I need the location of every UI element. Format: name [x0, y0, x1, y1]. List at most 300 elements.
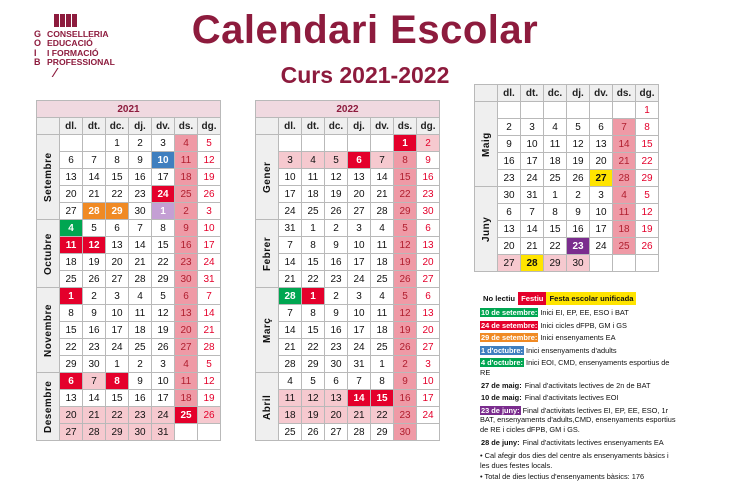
calendar-day-cell[interactable]: 14 — [348, 390, 371, 407]
calendar-day-cell[interactable]: 25 — [60, 271, 83, 288]
calendar-day-cell[interactable]: 29 — [394, 203, 417, 220]
calendar-day-cell[interactable]: 9 — [498, 136, 521, 153]
calendar-day-cell[interactable]: 23 — [498, 170, 521, 187]
calendar-day-cell[interactable]: 22 — [371, 407, 394, 424]
calendar-day-cell[interactable]: 16 — [325, 254, 348, 271]
calendar-day-cell[interactable]: 8 — [544, 204, 567, 221]
calendar-day-cell[interactable]: 13 — [60, 169, 83, 186]
calendar-day-cell[interactable]: 26 — [198, 186, 221, 203]
calendar-day-cell[interactable]: 6 — [60, 373, 83, 390]
calendar-day-cell[interactable]: 2 — [417, 135, 440, 152]
calendar-day-cell[interactable]: 26 — [394, 271, 417, 288]
calendar-day-cell[interactable]: 16 — [417, 169, 440, 186]
calendar-day-cell[interactable]: 16 — [498, 153, 521, 170]
calendar-day-cell[interactable]: 5 — [83, 220, 106, 237]
calendar-day-cell[interactable]: 29 — [636, 170, 659, 187]
calendar-day-cell[interactable]: 26 — [567, 170, 590, 187]
calendar-day-cell[interactable]: 26 — [83, 271, 106, 288]
calendar-day-cell[interactable]: 11 — [175, 373, 198, 390]
calendar-day-cell[interactable]: 2 — [325, 288, 348, 305]
calendar-day-cell[interactable]: 14 — [83, 169, 106, 186]
calendar-day-cell[interactable]: 3 — [152, 135, 175, 152]
calendar-day-cell[interactable]: 28 — [371, 203, 394, 220]
calendar-day-cell[interactable]: 10 — [348, 237, 371, 254]
calendar-day-cell[interactable]: 20 — [60, 186, 83, 203]
calendar-day-cell[interactable]: 27 — [590, 170, 613, 187]
calendar-day-cell[interactable]: 10 — [348, 305, 371, 322]
calendar-day-cell[interactable]: 7 — [83, 152, 106, 169]
calendar-day-cell[interactable]: 13 — [106, 237, 129, 254]
calendar-day-cell[interactable]: 15 — [394, 169, 417, 186]
calendar-day-cell[interactable]: 17 — [348, 254, 371, 271]
calendar-day-cell[interactable]: 1 — [302, 220, 325, 237]
calendar-day-cell[interactable]: 7 — [521, 204, 544, 221]
calendar-day-cell[interactable]: 20 — [590, 153, 613, 170]
calendar-day-cell[interactable]: 30 — [83, 356, 106, 373]
calendar-day-cell[interactable]: 6 — [348, 152, 371, 169]
calendar-day-cell[interactable]: 13 — [60, 390, 83, 407]
calendar-day-cell[interactable]: 21 — [83, 407, 106, 424]
calendar-day-cell[interactable]: 1 — [544, 187, 567, 204]
calendar-day-cell[interactable]: 23 — [417, 186, 440, 203]
calendar-day-cell[interactable]: 18 — [175, 390, 198, 407]
calendar-day-cell[interactable]: 22 — [636, 153, 659, 170]
calendar-day-cell[interactable]: 16 — [325, 322, 348, 339]
calendar-day-cell[interactable]: 22 — [152, 254, 175, 271]
calendar-day-cell[interactable]: 16 — [567, 221, 590, 238]
calendar-day-cell[interactable]: 4 — [175, 135, 198, 152]
calendar-day-cell[interactable]: 19 — [302, 407, 325, 424]
calendar-day-cell[interactable]: 4 — [613, 187, 636, 204]
calendar-day-cell[interactable]: 1 — [371, 356, 394, 373]
calendar-day-cell[interactable]: 18 — [175, 169, 198, 186]
calendar-day-cell[interactable]: 12 — [83, 237, 106, 254]
calendar-day-cell[interactable]: 26 — [325, 203, 348, 220]
calendar-day-cell[interactable]: 4 — [60, 220, 83, 237]
calendar-day-cell[interactable]: 8 — [394, 152, 417, 169]
calendar-day-cell[interactable]: 12 — [198, 152, 221, 169]
calendar-day-cell[interactable]: 17 — [152, 169, 175, 186]
calendar-day-cell[interactable]: 12 — [325, 169, 348, 186]
calendar-day-cell[interactable]: 21 — [348, 407, 371, 424]
calendar-day-cell[interactable]: 10 — [417, 373, 440, 390]
calendar-day-cell[interactable]: 10 — [521, 136, 544, 153]
calendar-day-cell[interactable]: 11 — [175, 152, 198, 169]
calendar-day-cell[interactable]: 3 — [106, 288, 129, 305]
calendar-day-cell[interactable]: 14 — [521, 221, 544, 238]
calendar-day-cell[interactable]: 13 — [590, 136, 613, 153]
calendar-day-cell[interactable]: 24 — [279, 203, 302, 220]
calendar-day-cell[interactable]: 22 — [106, 407, 129, 424]
calendar-day-cell[interactable]: 26 — [302, 424, 325, 441]
calendar-day-cell[interactable]: 20 — [417, 254, 440, 271]
calendar-day-cell[interactable]: 20 — [498, 238, 521, 255]
calendar-day-cell[interactable]: 22 — [302, 339, 325, 356]
calendar-day-cell[interactable]: 30 — [417, 203, 440, 220]
calendar-day-cell[interactable]: 19 — [394, 254, 417, 271]
calendar-day-cell[interactable]: 25 — [279, 424, 302, 441]
calendar-day-cell[interactable]: 3 — [198, 203, 221, 220]
calendar-day-cell[interactable]: 21 — [83, 186, 106, 203]
calendar-day-cell[interactable]: 11 — [279, 390, 302, 407]
calendar-day-cell[interactable]: 17 — [106, 322, 129, 339]
calendar-day-cell[interactable]: 19 — [394, 322, 417, 339]
calendar-day-cell[interactable]: 3 — [348, 220, 371, 237]
calendar-day-cell[interactable]: 21 — [613, 153, 636, 170]
calendar-day-cell[interactable]: 5 — [198, 135, 221, 152]
calendar-day-cell[interactable]: 5 — [198, 356, 221, 373]
calendar-day-cell[interactable]: 29 — [152, 271, 175, 288]
calendar-day-cell[interactable]: 12 — [198, 373, 221, 390]
calendar-day-cell[interactable]: 24 — [348, 339, 371, 356]
calendar-day-cell[interactable]: 17 — [198, 237, 221, 254]
calendar-day-cell[interactable]: 14 — [83, 390, 106, 407]
calendar-day-cell[interactable]: 22 — [60, 339, 83, 356]
calendar-day-cell[interactable]: 27 — [106, 271, 129, 288]
calendar-day-cell[interactable]: 28 — [348, 424, 371, 441]
calendar-day-cell[interactable]: 25 — [175, 186, 198, 203]
calendar-day-cell[interactable]: 3 — [417, 356, 440, 373]
calendar-day-cell[interactable]: 9 — [567, 204, 590, 221]
calendar-day-cell[interactable]: 27 — [60, 424, 83, 441]
calendar-day-cell[interactable]: 28 — [83, 424, 106, 441]
calendar-day-cell[interactable]: 16 — [175, 237, 198, 254]
calendar-day-cell[interactable]: 13 — [348, 169, 371, 186]
calendar-day-cell[interactable]: 28 — [279, 288, 302, 305]
calendar-day-cell[interactable]: 28 — [279, 356, 302, 373]
calendar-day-cell[interactable]: 23 — [567, 238, 590, 255]
calendar-day-cell[interactable]: 25 — [371, 271, 394, 288]
calendar-day-cell[interactable]: 28 — [521, 255, 544, 272]
calendar-day-cell[interactable]: 23 — [129, 407, 152, 424]
calendar-day-cell[interactable]: 6 — [106, 220, 129, 237]
calendar-day-cell[interactable]: 20 — [60, 407, 83, 424]
calendar-day-cell[interactable]: 13 — [325, 390, 348, 407]
calendar-day-cell[interactable]: 17 — [417, 390, 440, 407]
calendar-day-cell[interactable]: 14 — [279, 254, 302, 271]
calendar-day-cell[interactable]: 20 — [348, 186, 371, 203]
calendar-day-cell[interactable]: 8 — [302, 237, 325, 254]
calendar-day-cell[interactable]: 4 — [544, 119, 567, 136]
calendar-day-cell[interactable]: 10 — [152, 152, 175, 169]
calendar-day-cell[interactable]: 26 — [636, 238, 659, 255]
calendar-day-cell[interactable]: 4 — [279, 373, 302, 390]
calendar-day-cell[interactable]: 25 — [175, 407, 198, 424]
calendar-day-cell[interactable]: 10 — [279, 169, 302, 186]
calendar-day-cell[interactable]: 10 — [198, 220, 221, 237]
calendar-day-cell[interactable]: 25 — [129, 339, 152, 356]
calendar-day-cell[interactable]: 19 — [198, 390, 221, 407]
calendar-day-cell[interactable]: 6 — [498, 204, 521, 221]
calendar-day-cell[interactable]: 11 — [371, 305, 394, 322]
calendar-day-cell[interactable]: 18 — [371, 254, 394, 271]
calendar-day-cell[interactable]: 28 — [129, 271, 152, 288]
calendar-day-cell[interactable]: 11 — [129, 305, 152, 322]
calendar-day-cell[interactable]: 25 — [371, 339, 394, 356]
calendar-day-cell[interactable]: 19 — [567, 153, 590, 170]
calendar-day-cell[interactable]: 19 — [636, 221, 659, 238]
calendar-day-cell[interactable]: 1 — [106, 135, 129, 152]
calendar-day-cell[interactable]: 15 — [106, 169, 129, 186]
calendar-day-cell[interactable]: 8 — [60, 305, 83, 322]
calendar-day-cell[interactable]: 10 — [590, 204, 613, 221]
calendar-day-cell[interactable]: 23 — [83, 339, 106, 356]
calendar-day-cell[interactable]: 31 — [279, 220, 302, 237]
calendar-day-cell[interactable]: 24 — [106, 339, 129, 356]
calendar-day-cell[interactable]: 7 — [198, 288, 221, 305]
calendar-day-cell[interactable]: 5 — [302, 373, 325, 390]
calendar-day-cell[interactable]: 2 — [129, 135, 152, 152]
calendar-day-cell[interactable]: 9 — [417, 152, 440, 169]
calendar-day-cell[interactable]: 26 — [394, 339, 417, 356]
calendar-day-cell[interactable]: 11 — [371, 237, 394, 254]
calendar-day-cell[interactable]: 13 — [417, 237, 440, 254]
calendar-day-cell[interactable]: 4 — [371, 288, 394, 305]
calendar-day-cell[interactable]: 2 — [394, 356, 417, 373]
calendar-day-cell[interactable]: 9 — [394, 373, 417, 390]
calendar-day-cell[interactable]: 21 — [129, 254, 152, 271]
calendar-day-cell[interactable]: 1 — [636, 102, 659, 119]
calendar-day-cell[interactable]: 16 — [129, 169, 152, 186]
calendar-day-cell[interactable]: 3 — [279, 152, 302, 169]
calendar-day-cell[interactable]: 30 — [175, 271, 198, 288]
calendar-day-cell[interactable]: 30 — [498, 187, 521, 204]
calendar-day-cell[interactable]: 22 — [302, 271, 325, 288]
calendar-day-cell[interactable]: 26 — [198, 407, 221, 424]
calendar-day-cell[interactable]: 9 — [325, 305, 348, 322]
calendar-day-cell[interactable]: 27 — [498, 255, 521, 272]
calendar-day-cell[interactable]: 27 — [348, 203, 371, 220]
calendar-day-cell[interactable]: 19 — [198, 169, 221, 186]
calendar-day-cell[interactable]: 5 — [152, 288, 175, 305]
calendar-day-cell[interactable]: 5 — [567, 119, 590, 136]
calendar-day-cell[interactable]: 24 — [198, 254, 221, 271]
calendar-day-cell[interactable]: 18 — [60, 254, 83, 271]
calendar-day-cell[interactable]: 11 — [60, 237, 83, 254]
calendar-day-cell[interactable]: 4 — [371, 220, 394, 237]
calendar-day-cell[interactable]: 18 — [279, 407, 302, 424]
calendar-day-cell[interactable]: 2 — [498, 119, 521, 136]
calendar-day-cell[interactable]: 7 — [371, 152, 394, 169]
calendar-day-cell[interactable]: 27 — [60, 203, 83, 220]
calendar-day-cell[interactable]: 28 — [83, 203, 106, 220]
calendar-day-cell[interactable]: 11 — [544, 136, 567, 153]
calendar-day-cell[interactable]: 11 — [613, 204, 636, 221]
calendar-day-cell[interactable]: 13 — [417, 305, 440, 322]
calendar-day-cell[interactable]: 15 — [106, 390, 129, 407]
calendar-day-cell[interactable]: 27 — [325, 424, 348, 441]
calendar-day-cell[interactable]: 17 — [152, 390, 175, 407]
calendar-day-cell[interactable]: 8 — [106, 152, 129, 169]
calendar-day-cell[interactable]: 12 — [302, 390, 325, 407]
calendar-day-cell[interactable]: 6 — [417, 220, 440, 237]
calendar-day-cell[interactable]: 21 — [279, 339, 302, 356]
calendar-day-cell[interactable]: 5 — [636, 187, 659, 204]
calendar-day-cell[interactable]: 15 — [544, 221, 567, 238]
calendar-day-cell[interactable]: 4 — [129, 288, 152, 305]
calendar-day-cell[interactable]: 15 — [60, 322, 83, 339]
calendar-day-cell[interactable]: 31 — [198, 271, 221, 288]
calendar-day-cell[interactable]: 21 — [521, 238, 544, 255]
calendar-day-cell[interactable]: 24 — [152, 407, 175, 424]
calendar-day-cell[interactable]: 29 — [544, 255, 567, 272]
calendar-day-cell[interactable]: 25 — [544, 170, 567, 187]
calendar-day-cell[interactable]: 19 — [152, 322, 175, 339]
calendar-day-cell[interactable]: 5 — [325, 152, 348, 169]
calendar-day-cell[interactable]: 7 — [279, 237, 302, 254]
calendar-day-cell[interactable]: 24 — [417, 407, 440, 424]
calendar-day-cell[interactable]: 20 — [106, 254, 129, 271]
calendar-day-cell[interactable]: 14 — [613, 136, 636, 153]
calendar-day-cell[interactable]: 3 — [152, 356, 175, 373]
calendar-day-cell[interactable]: 8 — [636, 119, 659, 136]
calendar-day-cell[interactable]: 7 — [613, 119, 636, 136]
calendar-day-cell[interactable]: 14 — [198, 305, 221, 322]
calendar-day-cell[interactable]: 23 — [325, 339, 348, 356]
calendar-day-cell[interactable]: 12 — [152, 305, 175, 322]
calendar-day-cell[interactable]: 11 — [302, 169, 325, 186]
calendar-day-cell[interactable]: 6 — [590, 119, 613, 136]
calendar-day-cell[interactable]: 15 — [152, 237, 175, 254]
calendar-day-cell[interactable]: 18 — [302, 186, 325, 203]
calendar-day-cell[interactable]: 2 — [83, 288, 106, 305]
calendar-day-cell[interactable]: 2 — [567, 187, 590, 204]
calendar-day-cell[interactable]: 2 — [325, 220, 348, 237]
calendar-day-cell[interactable]: 14 — [279, 322, 302, 339]
calendar-day-cell[interactable]: 13 — [175, 305, 198, 322]
calendar-day-cell[interactable]: 6 — [325, 373, 348, 390]
calendar-day-cell[interactable]: 29 — [60, 356, 83, 373]
calendar-day-cell[interactable]: 24 — [348, 271, 371, 288]
calendar-day-cell[interactable]: 30 — [567, 255, 590, 272]
calendar-day-cell[interactable]: 16 — [394, 390, 417, 407]
calendar-day-cell[interactable]: 12 — [394, 305, 417, 322]
calendar-day-cell[interactable]: 23 — [129, 186, 152, 203]
calendar-day-cell[interactable]: 2 — [129, 356, 152, 373]
calendar-day-cell[interactable]: 8 — [106, 373, 129, 390]
calendar-day-cell[interactable]: 15 — [302, 322, 325, 339]
calendar-day-cell[interactable]: 16 — [83, 322, 106, 339]
calendar-day-cell[interactable]: 18 — [613, 221, 636, 238]
calendar-day-cell[interactable]: 29 — [371, 424, 394, 441]
calendar-day-cell[interactable]: 31 — [152, 424, 175, 441]
calendar-day-cell[interactable]: 24 — [521, 170, 544, 187]
calendar-day-cell[interactable]: 23 — [325, 271, 348, 288]
calendar-day-cell[interactable]: 3 — [348, 288, 371, 305]
calendar-day-cell[interactable]: 31 — [348, 356, 371, 373]
calendar-day-cell[interactable]: 18 — [129, 322, 152, 339]
calendar-day-cell[interactable]: 15 — [636, 136, 659, 153]
calendar-day-cell[interactable]: 30 — [129, 203, 152, 220]
calendar-day-cell[interactable]: 1 — [302, 288, 325, 305]
calendar-day-cell[interactable]: 20 — [325, 407, 348, 424]
calendar-day-cell[interactable]: 14 — [129, 237, 152, 254]
calendar-day-cell[interactable]: 6 — [417, 288, 440, 305]
calendar-day-cell[interactable]: 9 — [129, 152, 152, 169]
calendar-day-cell[interactable]: 8 — [371, 373, 394, 390]
calendar-day-cell[interactable]: 1 — [106, 356, 129, 373]
calendar-day-cell[interactable]: 7 — [129, 220, 152, 237]
calendar-day-cell[interactable]: 6 — [175, 288, 198, 305]
calendar-day-cell[interactable]: 15 — [302, 254, 325, 271]
calendar-day-cell[interactable]: 19 — [325, 186, 348, 203]
calendar-day-cell[interactable]: 2 — [175, 203, 198, 220]
calendar-day-cell[interactable]: 29 — [106, 203, 129, 220]
calendar-day-cell[interactable]: 23 — [175, 254, 198, 271]
calendar-day-cell[interactable]: 27 — [417, 339, 440, 356]
calendar-day-cell[interactable]: 14 — [371, 169, 394, 186]
calendar-day-cell[interactable]: 27 — [175, 339, 198, 356]
calendar-day-cell[interactable]: 9 — [175, 220, 198, 237]
calendar-day-cell[interactable]: 15 — [371, 390, 394, 407]
calendar-day-cell[interactable]: 28 — [613, 170, 636, 187]
calendar-day-cell[interactable]: 18 — [371, 322, 394, 339]
calendar-day-cell[interactable]: 17 — [279, 186, 302, 203]
calendar-day-cell[interactable]: 27 — [417, 271, 440, 288]
calendar-day-cell[interactable]: 24 — [590, 238, 613, 255]
calendar-day-cell[interactable]: 3 — [521, 119, 544, 136]
calendar-day-cell[interactable]: 22 — [394, 186, 417, 203]
calendar-day-cell[interactable]: 24 — [152, 186, 175, 203]
calendar-day-cell[interactable]: 17 — [590, 221, 613, 238]
calendar-day-cell[interactable]: 28 — [198, 339, 221, 356]
calendar-day-cell[interactable]: 21 — [279, 271, 302, 288]
calendar-day-cell[interactable]: 21 — [198, 322, 221, 339]
calendar-day-cell[interactable]: 3 — [590, 187, 613, 204]
calendar-day-cell[interactable]: 8 — [302, 305, 325, 322]
calendar-day-cell[interactable]: 7 — [279, 305, 302, 322]
calendar-day-cell[interactable]: 16 — [129, 390, 152, 407]
calendar-day-cell[interactable]: 18 — [544, 153, 567, 170]
calendar-day-cell[interactable]: 22 — [106, 186, 129, 203]
calendar-day-cell[interactable]: 23 — [394, 407, 417, 424]
calendar-day-cell[interactable]: 5 — [394, 288, 417, 305]
calendar-day-cell[interactable]: 1 — [60, 288, 83, 305]
calendar-day-cell[interactable]: 5 — [394, 220, 417, 237]
calendar-day-cell[interactable]: 9 — [325, 237, 348, 254]
calendar-day-cell[interactable]: 30 — [394, 424, 417, 441]
calendar-day-cell[interactable]: 7 — [83, 373, 106, 390]
calendar-day-cell[interactable]: 12 — [394, 237, 417, 254]
calendar-day-cell[interactable]: 17 — [348, 322, 371, 339]
calendar-day-cell[interactable]: 20 — [175, 322, 198, 339]
calendar-day-cell[interactable]: 19 — [83, 254, 106, 271]
calendar-day-cell[interactable]: 12 — [636, 204, 659, 221]
calendar-day-cell[interactable]: 8 — [152, 220, 175, 237]
calendar-day-cell[interactable]: 10 — [106, 305, 129, 322]
calendar-day-cell[interactable]: 30 — [325, 356, 348, 373]
calendar-day-cell[interactable]: 31 — [521, 187, 544, 204]
calendar-day-cell[interactable]: 12 — [567, 136, 590, 153]
calendar-day-cell[interactable]: 13 — [498, 221, 521, 238]
calendar-day-cell[interactable]: 17 — [521, 153, 544, 170]
calendar-day-cell[interactable]: 26 — [152, 339, 175, 356]
calendar-day-cell[interactable]: 30 — [129, 424, 152, 441]
calendar-day-cell[interactable]: 4 — [302, 152, 325, 169]
calendar-day-cell[interactable]: 10 — [152, 373, 175, 390]
calendar-day-cell[interactable]: 20 — [417, 322, 440, 339]
calendar-day-cell[interactable]: 21 — [371, 186, 394, 203]
calendar-day-cell[interactable]: 25 — [302, 203, 325, 220]
calendar-day-cell[interactable]: 9 — [129, 373, 152, 390]
calendar-day-cell[interactable]: 7 — [348, 373, 371, 390]
calendar-day-cell[interactable]: 29 — [106, 424, 129, 441]
calendar-day-cell[interactable]: 4 — [175, 356, 198, 373]
calendar-day-cell[interactable]: 25 — [613, 238, 636, 255]
calendar-day-cell[interactable]: 1 — [394, 135, 417, 152]
calendar-day-cell[interactable]: 6 — [60, 152, 83, 169]
calendar-day-cell[interactable]: 9 — [83, 305, 106, 322]
